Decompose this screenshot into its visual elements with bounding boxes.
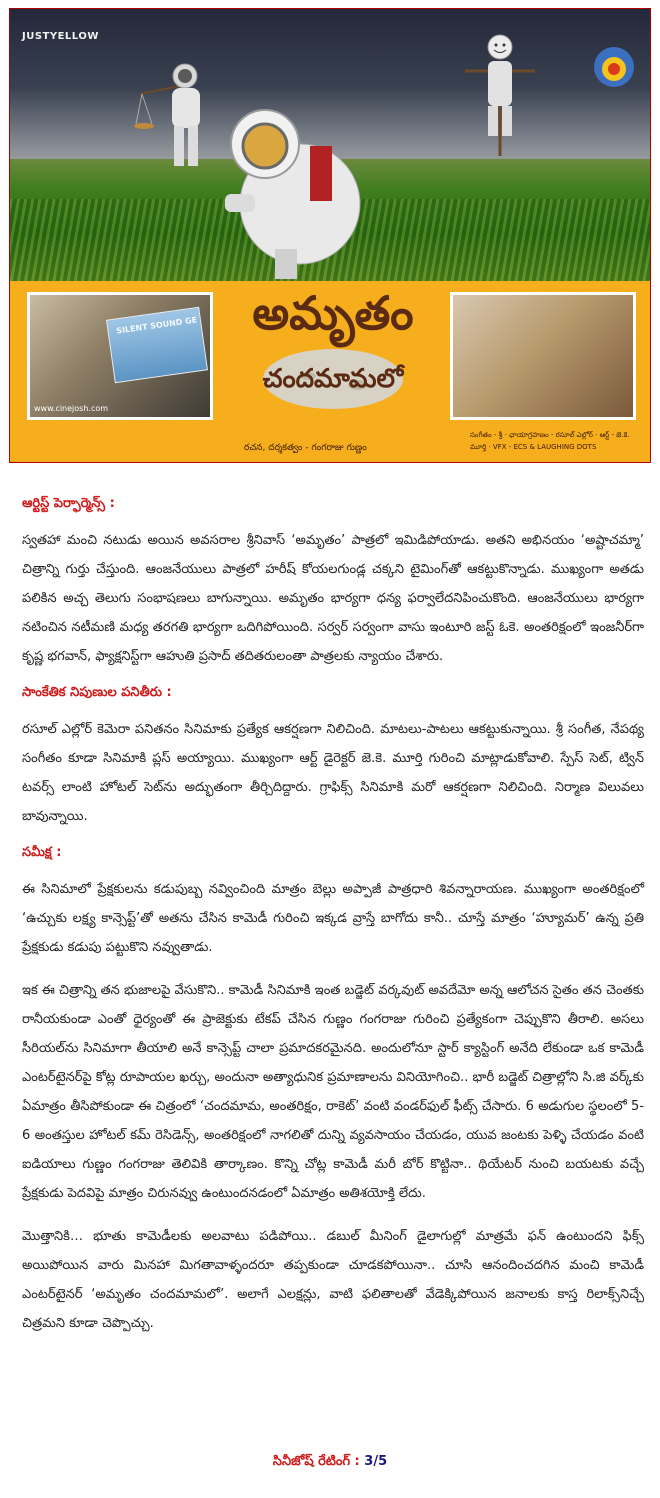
section-heading-artists: ఆర్టిస్ట్ పెర్ఫార్మెన్స్ : bbox=[22, 496, 115, 511]
paragraph-review-2: ఇక ఈ చిత్రాన్ని తన భుజాలపై వేసుకొని.. కామెడీ సినిమాకి ఇంత బడ్జెట్ వర్కవుట్ అవదేమో అన్న ఆలోచన సైతం తన చెంతకు రానీయకుండా ఎంతో ధైర్యంతో ఈ ప్రాజెక్టుకు టేకప్ చేసిన గుణ్ణం గంగరాజు గురించి ప్రత్యేకంగా చెప్పుకొని తీరాలి. అసలు సీరియల్‌ను సినిమాగా తీయాలి అనే కాన్సెప్ట్ చాలా ప్రమాదకరమైనది. అందులోనూ స్టార్ క్యాస్టింగ్ అనేది లేకుండా ఒక కామెడీ ఎంటర్‌టైనర్‌పై కోట్ల రూపాయల ఖర్చు, అందునా అత్యాధునిక ప్రమాణాలను వినియోగించి.. భారీ బడ్జెట్ చిత్రాల్లోని సి.జి వర్క్‌కు ఏమాత్రం తీసిపోకుండా ఈ చిత్రంలో ‘చందమామ, అంతరిక్షం, రాకెట్’ వంటి వండర్‌ఫుల్ ఫీట్స్ చేసారు. 6 అడుగుల స్థలంలో 5-6 అంతస్తుల హోటల్ కమ్ రెసిడెన్స్, అంతరిక్షంలో నాగలితో దున్ని వ్యవసాయం చేయడం, యువ జంటకు పెళ్ళి చేయడం వంటి ఐడియాలు గుణ్ణం గంగరాజు తెలివికి తార్కాణం. కొన్ని చోట్ల కామెడీ మరీ బోర్ కొట్టినా.. థియేటర్ నుంచి బయటకు వచ్చే ప్రేక్షకుడు పెదవిపై మాత్రం చిరునవ్వు ఉంటుందనడంలో ఏమాత్రం అతిశయోక్తి లేదు. bbox=[22, 983, 644, 1201]
still-photo-right bbox=[450, 292, 636, 420]
crew-credits: సంగీతం - శ్రీ · ఛాయాగ్రహణం - రసూల్ ఎల్లోర్ · ఆర్ట్ - జె.కె. మూర్తి · VFX - ECS & LAUGHING DOTS bbox=[470, 431, 630, 451]
movie-title-logo bbox=[228, 287, 438, 437]
rating-label: సినీజోష్ రేటింగ్ : bbox=[272, 1454, 360, 1469]
moon-icon bbox=[258, 341, 408, 411]
movie-subtitle: చందమామలో bbox=[262, 364, 404, 394]
rating-value: 3/5 bbox=[364, 1454, 388, 1469]
paragraph-technicians: రసూల్ ఎల్లోర్ కెమెరా పనితనం సినిమాకు ప్రత్యేక ఆకర్షణగా నిలిచింది. మాటలు-పాటలు ఆకట్టుకున్నాయి. శ్రీ సంగీత, నేపథ్య సంగీతం కూడా సినిమాకి ప్లస్ అయ్యాయి. ముఖ్యంగా ఆర్ట్ డైరెక్టర్ జె.కె. మూర్తి గురించి మాట్లాడుకోవాలి. స్పేస్ సెట్, ట్విన్ టవర్స్ లాంటి హోటల్ సెట్‌ను అద్భుతంగా తీర్చిదిద్దారు. గ్రాఫిక్స్ సినిమాకి మరో ఆకర్షణగా నిలిచింది. నిర్మాణ విలువలు బావున్నాయి. bbox=[22, 722, 644, 824]
director-credit: రచన, దర్శకత్వం - గంగరాజు గుణ్ణం bbox=[244, 443, 367, 453]
section-heading-technicians: సాంకేతిక నిపుణుల పనితీరు : bbox=[22, 685, 172, 700]
astronaut-foreground-figure bbox=[205, 84, 375, 279]
movie-poster bbox=[9, 8, 651, 463]
sound-box-label: SILENT SOUND GE bbox=[115, 315, 198, 336]
paragraph-artists: స్వతహా మంచి నటుడు అయిన అవసరాల శ్రీనివాస్ ‘అమృతం’ పాత్రలో ఇమిడిపోయాడు. అతని అభినయం ‘అష్టాచమ్మా’ చిత్రాన్ని గుర్తు చేస్తుంది. ఆంజనేయులు పాత్రలో హరీష్ కోయలగుండ్ల చక్కని టైమింగ్‌తో ఆకట్టుకొన్నాడు. ముఖ్యంగా అతడు పలికిన అచ్చ తెలుగు సంభాషణలు బాగున్నాయి. అమృతం భార్యగా ధన్య ఫర్వాలేదనిపించుకొంది. ఆంజనేయులు భార్యగా నటించిన నటీమణి మధ్య తరగతి భార్యగా ఒదిగిపోయింది. సర్వర్ సర్వంగా వాసు ఇంటూరి జస్ట్ ఓకె. అంతరిక్షంలో ఇంజనీర్‌గా కృష్ణ భగవాన్, ఫ్యాక్షనిస్ట్‌గా ఆహుతి ప్రసాద్ తదితరులంతా పాత్రలకు న్యాయం చేశారు. bbox=[22, 533, 644, 664]
sun-mascot-icon bbox=[592, 45, 636, 89]
section-heading-review: సమీక్ష : bbox=[22, 845, 62, 860]
photo-watermark: www.cinejosh.com bbox=[34, 404, 109, 413]
still-photo-left bbox=[27, 292, 213, 420]
review-article bbox=[22, 496, 644, 1352]
studio-logo: JUSTYELLOW bbox=[22, 31, 99, 42]
movie-title: అమృతం bbox=[252, 286, 414, 340]
paragraph-review-3: మొత్తానికి… భూతు కామెడీలకు అలవాటు పడిపోయి.. డబుల్ మీనింగ్ డైలాగుల్లో మాత్రమే ఫన్ ఉంటుందని ఫిక్స్ అయిపోయిన వారు మినహా మిగతావాళ్ళందరూ తప్పకుండా చూడకపోయినా.. చూసి ఆనందించదగిన మంచి కామెడీ ఎంటర్‌టైనర్ ‘అమృతం చందమామలో’. అలాగే ఎలక్షన్లు, వాటి ఫలితాలతో వేడెక్కిపోయిన జనాలకు కాస్త రిలాక్స్‌నిచ్చే చిత్రమని కూడా చెప్పొచ్చు. bbox=[22, 1229, 644, 1331]
scarecrow-astronaut-figure bbox=[460, 31, 540, 156]
paragraph-review-1: ఈ సినిమాలో ప్రేక్షకులను కడుపుబ్బ నవ్వించింది మాత్రం బెల్లు అప్పాజీ పాత్రధారి శివన్నారాయణ. ముఖ్యంగా అంతరిక్షంలో ‘ఉచ్చుకు లక్ష్య కాన్సెప్ట్’తో అతను చేసిన కామెడీ గురించి ఇక్కడ వ్రాస్తే బాగోదు కానీ.. చూస్తే మాత్రం ‘హ్యూమర్’ ఉన్న ప్రతి ప్రేక్షకుడు కడుపు పట్టుకొని నవ్వుతాడు. bbox=[22, 882, 644, 955]
rating-line bbox=[0, 1454, 660, 1472]
